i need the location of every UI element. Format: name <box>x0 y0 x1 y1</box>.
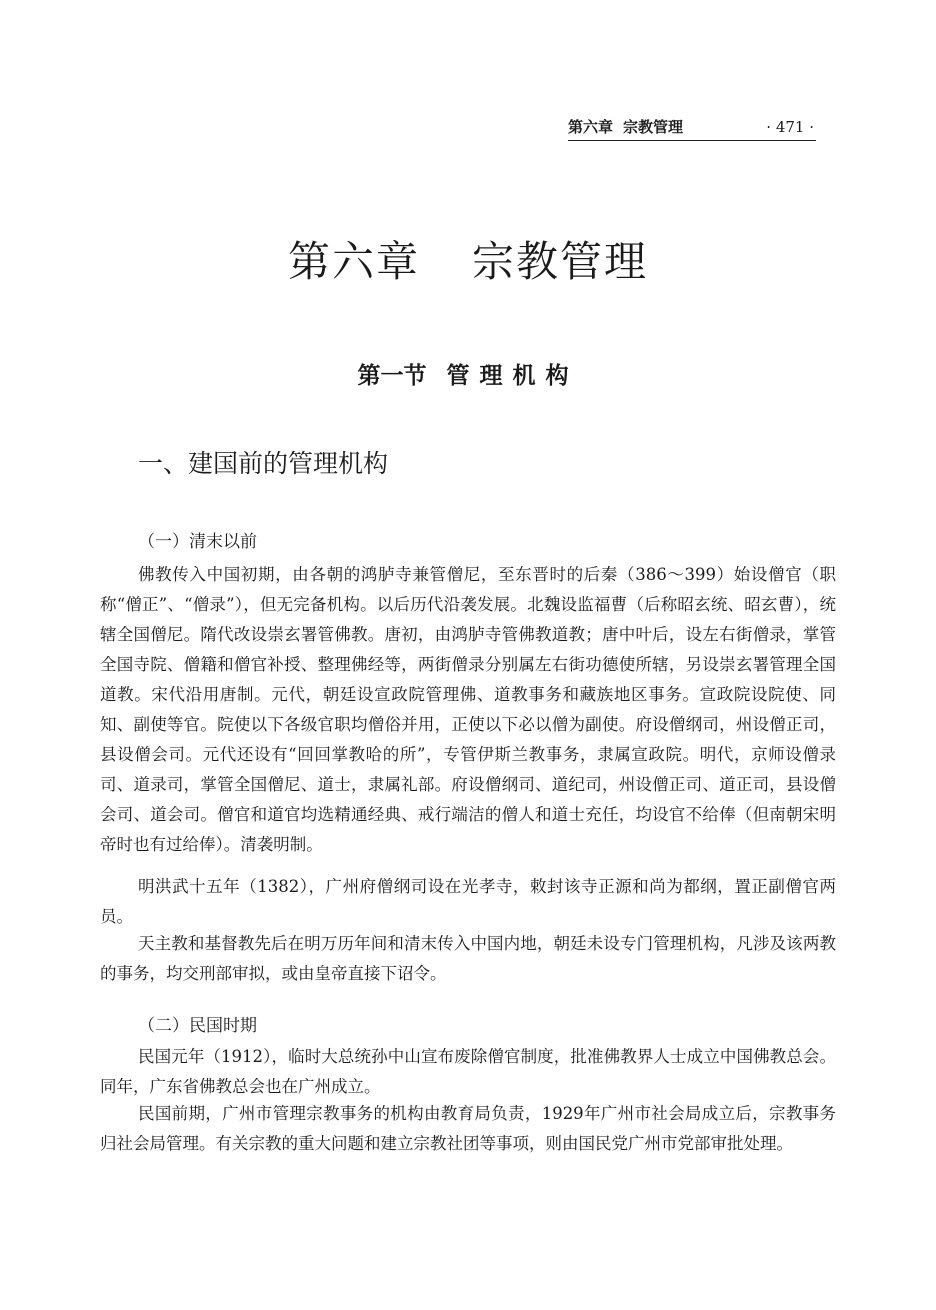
paragraph: 天主教和基督教先后在明万历年间和清末传入中国内地，朝廷未设专门管理机构，凡涉及该两教的事务，均交刑部审拟，或由皇帝直接下诏令。 <box>100 934 836 983</box>
chapter-number: 第六章 <box>287 237 420 286</box>
page-number: · 471 · <box>766 118 814 136</box>
paragraph: 佛教传入中国初期，由各朝的鸿胪寺兼管僧尼，至东晋时的后秦（386～399）始设僧官（职称“僧正”、“僧录”），但无完备机构。以后历代沿袭发展。北魏设监福曹（后称昭玄统、昭玄曹），统辖全国僧尼。隋代改设崇玄署管佛教。唐初，由鸿胪寺管佛教道教；唐中叶后，设左右街僧录，掌管全国寺院、僧籍和僧官补授、整理佛经等，两街僧录分别属左右街功德使所辖，另设崇玄署管理全国道教。宋代沿用唐制。元代，朝廷设宣政院管理佛、道教事务和藏族地区事务。宣政院设院使、同知、副使等官。院使以下各级官职均僧俗并用，正使以下必以僧为副使。府设僧纲司，州设僧正司，县设僧会司。元代还设有“回回掌教哈的所”，专管伊斯兰教事务，隶属宣政院。明代，京师设僧录司、道录司，掌管全国僧尼、道士，隶属礼部。府设僧纲司、道纪司，州设僧正司、道正司，县设僧会司、道会司。僧官和道官均选精通经典、戒行端洁的僧人和道士充任，均设官不给俸（但南朝宋明帝时也有过给俸）。清袭明制。 <box>100 565 836 854</box>
part-heading-late-qing: （一）清末以前 <box>138 532 257 552</box>
section-name: 管理机构 <box>446 363 579 389</box>
paragraph: 民国元年（1912），临时大总统孙中山宣布废除僧官制度，批准佛教界人士成立中国佛教总会。同年，广东省佛教总会也在广州成立。 <box>100 1047 836 1096</box>
section-title <box>0 358 936 394</box>
subsection-title: 一、建国前的管理机构 <box>138 449 389 478</box>
chapter-name: 宗教管理 <box>472 237 649 286</box>
paragraph: 民国前期，广州市管理宗教事务的机构由教育局负责，1929年广州市社会局成立后，宗教事务归社会局管理。有关宗教的重大问题和建立宗教社团等事项，则由国民党广州市党部审批处理。 <box>100 1104 836 1153</box>
header-section: 宗教管理 <box>623 118 684 136</box>
part-heading-republic: （二）民国时期 <box>138 1016 257 1036</box>
header-chapter: 第六章 <box>568 118 614 136</box>
section-number: 第一节 <box>357 363 427 389</box>
chapter-title <box>0 232 936 292</box>
running-header <box>568 116 816 141</box>
paragraph: 明洪武十五年（1382），广州府僧纲司设在光孝寺，敕封该寺正源和尚为都纲，置正副僧官两员。 <box>100 877 836 926</box>
